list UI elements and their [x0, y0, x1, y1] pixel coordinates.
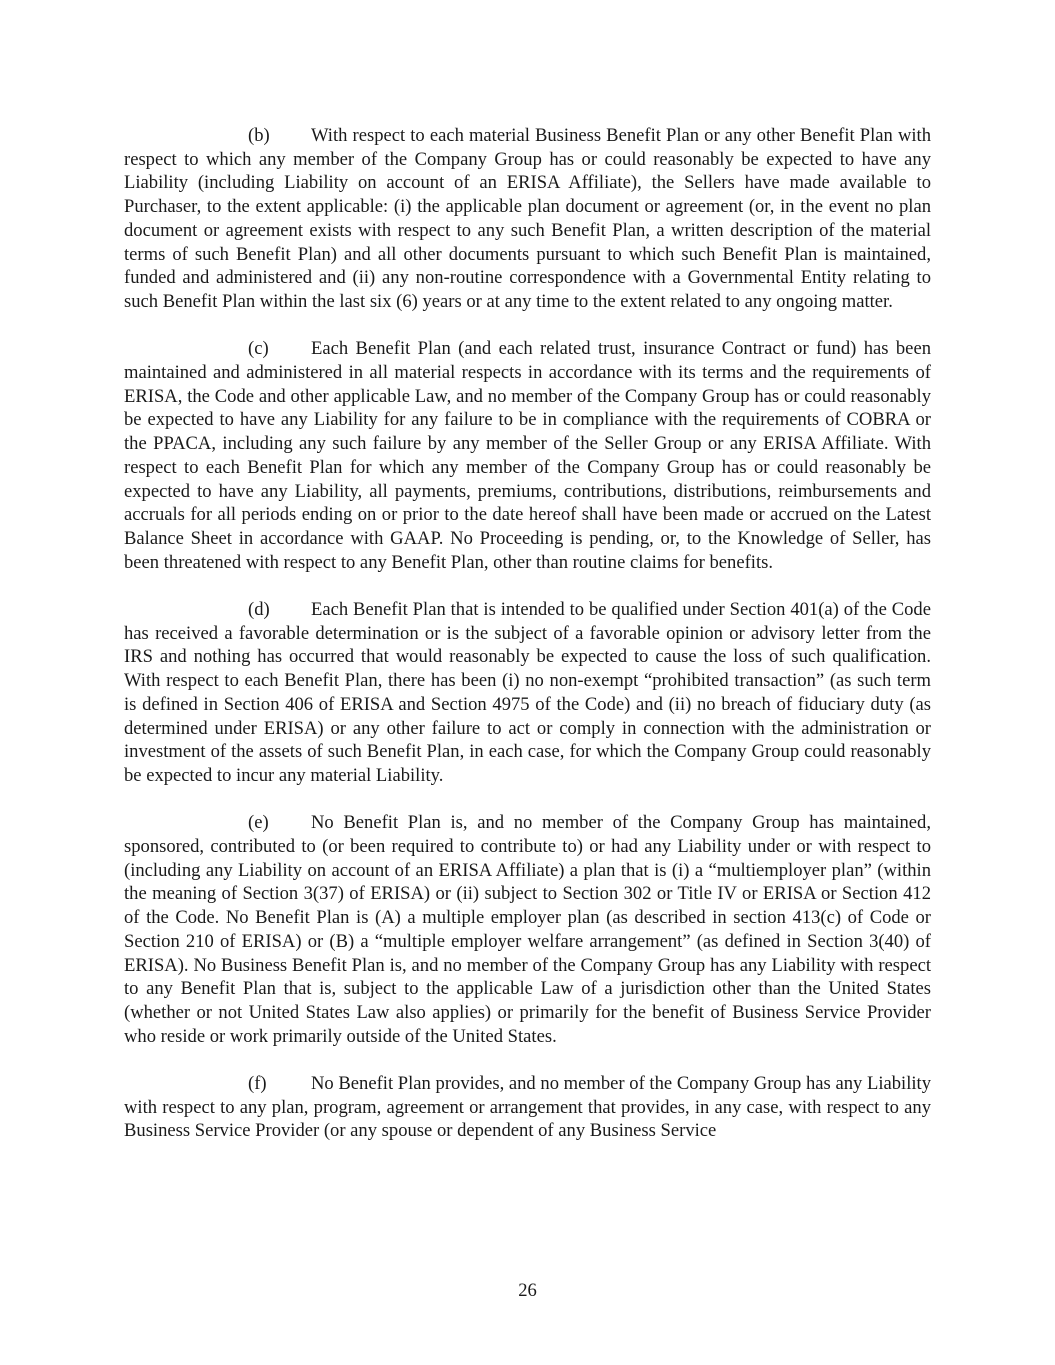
- paragraph-f: [124, 1072, 931, 1143]
- paragraph-label: (b): [248, 125, 270, 146]
- page-number: 26: [518, 1280, 537, 1301]
- paragraph-text: With respect to each material Business Benefit Plan or any other Benefit Plan with respect to which any member of the Company Group has or could reasonably be expected to have any Liability (including Liability on account of an ERISA Affiliate), the Sellers have made available to Purchaser, to the extent applicable: (i) the applicable plan document or agreement (or, in the event no plan document or agreement exists with respect to any such Benefit Plan, a written description of the material terms of such Benefit Plan) and all other documents pursuant to which such Benefit Plan is maintained, funded and administered and (ii) any non-routine correspondence with a Governmental Entity relating to such Benefit Plan within the last six (6) years or at any time to the extent related to any ongoing matter.: [124, 125, 931, 312]
- paragraph-b: [124, 124, 931, 314]
- paragraph-text: Each Benefit Plan that is intended to be qualified under Section 401(a) of the Code has received a favorable determination or is the subject of a favorable opinion or advisory letter from the IRS and nothing has occurred that would reasonably be expected to cause the loss of such qualification. With respect to each Benefit Plan, there has been (i) no non-exempt “prohibited transaction” (as such term is defined in Section 406 of ERISA and Section 4975 of the Code) and (ii) no breach of fiduciary duty (as determined under ERISA) or any other failure to act or comply in connection with the administration or investment of the assets of such Benefit Plan, in each case, for which the Company Group could reasonably be expected to incur any material Liability.: [124, 599, 931, 786]
- paragraph-label: (c): [248, 338, 269, 360]
- paragraph-text: Each Benefit Plan (and each related trust, insurance Contract or fund) has been maintained and administered in all material respects in accordance with its terms and the requirements of ERISA, the Code and other applicable Law, and no member of the Company Group has or could reasonably be expected to have any Liability for any failure to be in compliance with the requirements of COBRA or the PPACA, including any such failure by any member of the Seller Group or any ERISA Affiliate. With respect to each Benefit Plan for which any member of the Company Group has or could reasonably be expected to have any Liability, all payments, premiums, contributions, distributions, reimbursements and accruals for all periods ending on or prior to the date hereof shall have been made or accrued on the Latest Balance Sheet in accordance with GAAP. No Proceeding is pending, or, to the Knowledge of Seller, has been threatened with respect to any Benefit Plan, other than routine claims for benefits.: [124, 338, 931, 573]
- document-page: [124, 124, 931, 1143]
- paragraph-label: (d): [248, 599, 270, 621]
- paragraph-text: No Benefit Plan provides, and no member of the Company Group has any Liability with respect to any plan, program, agreement or arrangement that provides, in any case, with respect to any Business Service Provider (or any spouse or dependent of any Business Service: [124, 1073, 931, 1142]
- paragraph-d: [124, 598, 931, 788]
- paragraph-label: (e): [248, 812, 269, 834]
- paragraph-text: No Benefit Plan is, and no member of the Company Group has maintained, sponsored, contributed to (or been required to contribute to) or had any Liability under or with respect to (including any Liability on account of an ERISA Affiliate) a plan that is (i) a “multiemployer plan” (within the meaning of Section 3(37) of ERISA) or (ii) subject to Section 302 or Title IV or ERISA or Section 412 of the Code. No Benefit Plan is (A) a multiple employer plan (as described in section 413(c) of Code or Section 210 of ERISA) or (B) a “multiple employer welfare arrangement” (as defined in Section 3(40) of ERISA). No Business Benefit Plan is, and no member of the Company Group has any Liability with respect to any Benefit Plan that is, subject to the applicable Law of a jurisdiction other than the United States (whether or not United States Law also applies) or primarily for the benefit of Business Service Provider who reside or work primarily outside of the United States.: [124, 812, 931, 1047]
- paragraph-e: [124, 811, 931, 1048]
- paragraph-label: (f): [248, 1073, 267, 1095]
- paragraph-c: [124, 337, 931, 574]
